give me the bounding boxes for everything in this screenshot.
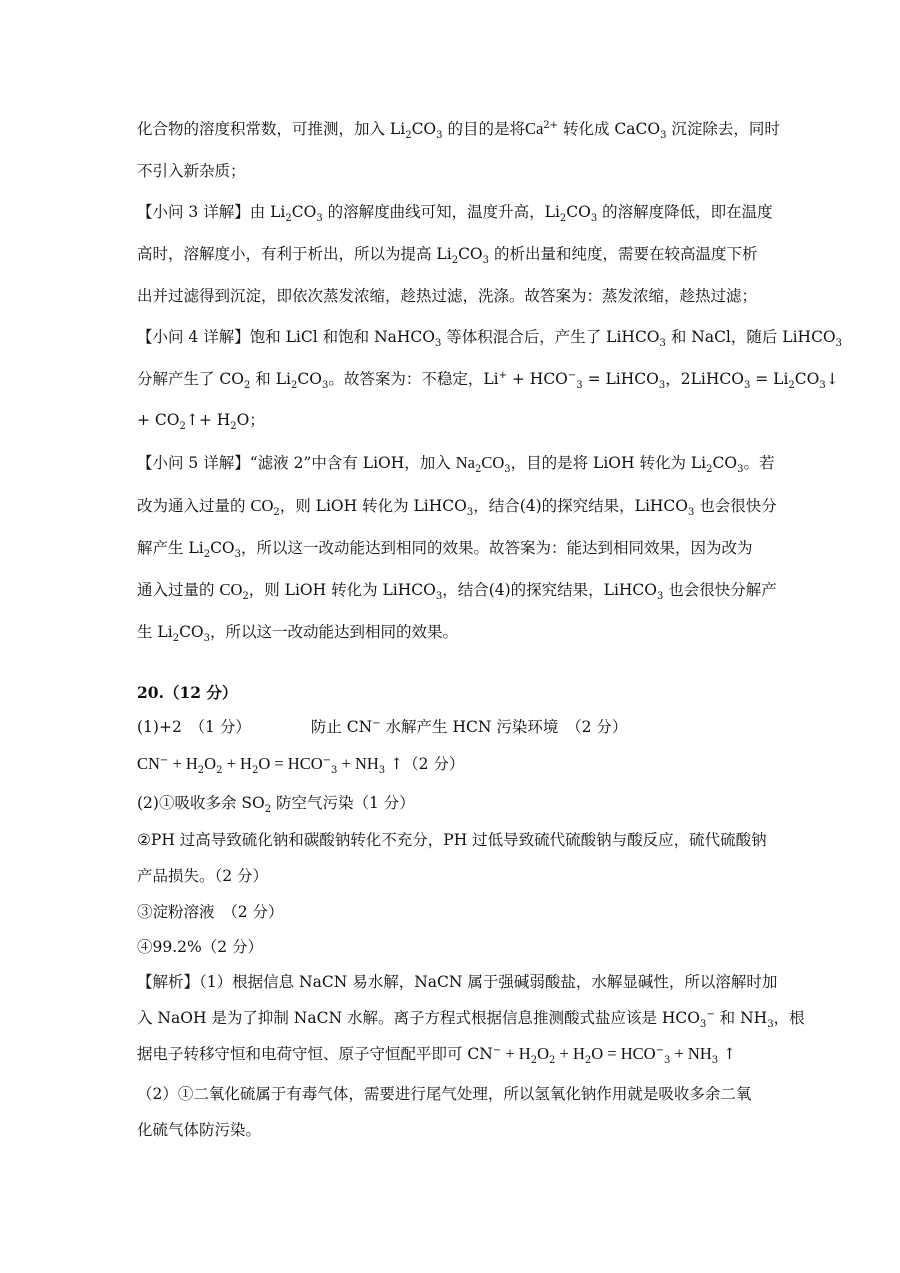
answer-line: ③淀粉溶液 （2 分） xyxy=(137,903,284,921)
analysis-line: 化硫气体防污染。 xyxy=(137,1121,262,1139)
text-line: 高时，溶解度小，有利于析出，所以为提高 $Li_2CO_3$ 的析出量和纯度，需要在较高温度下析 xyxy=(137,245,758,267)
answer-line: (1)+2 （1 分） 防止 CN− 水解产生 HCN 污染环境 （2 分） xyxy=(137,717,628,736)
text-line: 【小问 3 详解】由 $Li_2CO_3$ 的溶解度曲线可知，温度升高，$Li_2CO_3$ 的溶解度降低，即在温度 xyxy=(137,203,773,225)
text-line: 【小问 5 详解】“滤液 2”中含有 LiOH，加入 $Na_2CO_3$，目的是将 LiOH 转化为 $Li_2CO_3$。若 xyxy=(137,453,775,476)
analysis-line: 据电子转移守恒和电荷守恒、原子守恒配平即可 $CN^- + H_2O_2 + H_2O = HCO^-_3 + NH_3$ ↑ xyxy=(137,1044,737,1067)
equation-line: $CN^- + H_2O_2 + H_2O = HCO^-_3 + NH_3$ ↑（2 分） xyxy=(137,754,465,777)
text-line: 【小问 4 详解】饱和 LiCl 和饱和 NaHCO$_3$ 等体积混合后，产生了 LiHCO$_3$ 和 NaCl，随后 LiHCO$_3$ xyxy=(137,328,843,350)
text-line: 分解产生了 $CO_2$ 和 $Li_2CO_3$。故答案为：不稳定，$Li^+ + HCO^-_3$ = LiHCO$_3$，2LiHCO$_3$ = $Li_2CO_3↓$ xyxy=(137,369,839,392)
analysis-line: 入 NaOH 是为了抑制 NaCN 水解。离子方程式根据信息推测酸式盐应该是 $HCO_3^-$ 和 $NH_3$，根 xyxy=(137,1008,805,1031)
answer-line: ④99.2%（2 分） xyxy=(137,938,264,956)
answer-line: 产品损失。（2 分） xyxy=(137,867,269,885)
text-line: 生 $Li_2CO_3$，所以这一改动能达到相同的效果。 xyxy=(137,623,459,645)
question-header: 20.（12 分） xyxy=(137,683,238,702)
text-line: 解产生 $Li_2CO_3$，所以这一改动能达到相同的效果。故答案为：能达到相同效果，因为改为 xyxy=(137,539,753,561)
answer-line: (2)①吸收多余 $SO_2$ 防空气污染（1 分） xyxy=(137,794,415,816)
text-line: 通入过量的 $CO_2$，则 LiOH 转化为 LiHCO$_3$，结合(4)的探究结果，LiHCO$_3$ 也会很快分解产 xyxy=(137,580,777,603)
text-line: 改为通入过量的 $CO_2$，则 LiOH 转化为 LiHCO$_3$，结合(4)的探究结果，LiHCO$_3$ 也会很快分 xyxy=(137,496,777,519)
text-line: + $CO_2↑+ H_2O$； xyxy=(137,411,265,433)
text-line: 化合物的溶度积常数，可推测，加入 $Li_2CO_3$ 的目的是将$Ca^{2+}$ 转化成 CaCO$_3$ 沉淀除去，同时 xyxy=(137,119,780,142)
analysis-line: （2）①二氧化硫属于有毒气体，需要进行尾气处理，所以氢氧化钠作用就是吸收多余二氧 xyxy=(137,1085,752,1103)
text-line: 不引入新杂质； xyxy=(137,162,246,180)
analysis-line: 【解析】（1）根据信息 NaCN 易水解，NaCN 属于强碱弱酸盐，水解显碱性，所以溶解时加 xyxy=(137,973,778,991)
text-line: 出并过滤得到沉淀，即依次蒸发浓缩，趁热过滤，洗涤。故答案为：蒸发浓缩，趁热过滤； xyxy=(137,287,758,305)
answer-line: ②PH 过高导致硫化钠和碳酸钠转化不充分，PH 过低导致硫代硫酸钠与酸反应，硫代硫酸钠 xyxy=(137,831,767,849)
